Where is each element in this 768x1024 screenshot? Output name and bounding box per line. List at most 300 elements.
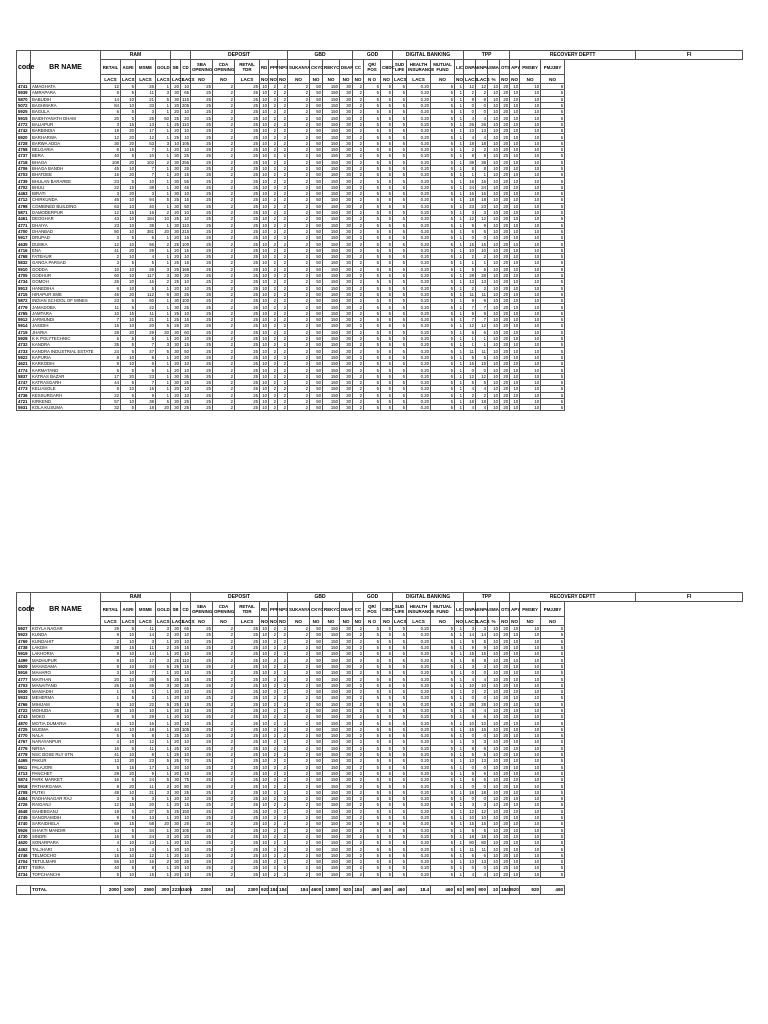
value-cell: 10	[156, 216, 171, 222]
column-header: SUD LIFE	[393, 60, 407, 75]
value-cell: 1	[455, 266, 464, 272]
value-cell: 5	[101, 764, 121, 770]
value-cell: 1	[455, 361, 464, 367]
value-cell: 2	[278, 777, 288, 783]
value-cell: 1	[455, 644, 464, 650]
value-cell: 5	[364, 235, 381, 241]
value-cell: 5	[393, 852, 407, 858]
value-cell: 5	[431, 96, 455, 102]
value-cell: 2	[353, 846, 364, 852]
value-cell: 5	[364, 676, 381, 682]
unit-header: LACS	[235, 617, 260, 626]
value-cell: 5	[393, 626, 407, 632]
value-cell: 2	[353, 279, 364, 285]
value-cell: 10	[520, 663, 541, 669]
value-cell: 10	[260, 676, 269, 682]
value-cell: 10	[510, 84, 520, 90]
value-cell: 1	[455, 670, 464, 676]
value-cell: 10	[520, 751, 541, 757]
header-units-row	[17, 617, 743, 626]
value-cell: 30	[340, 398, 353, 404]
value-cell: 15	[121, 310, 136, 316]
value-cell: 15	[181, 260, 191, 266]
value-cell: 5	[431, 140, 455, 146]
value-cell: 5	[541, 726, 565, 732]
value-cell: 205	[182, 103, 190, 109]
value-cell: 2	[213, 802, 235, 808]
value-cell: 10	[520, 770, 541, 776]
value-cell: 5	[541, 197, 565, 203]
value-cell: 30	[340, 247, 353, 253]
value-cell: 0.20	[407, 695, 431, 701]
value-cell: 25	[191, 354, 213, 360]
unit-header: N O	[364, 617, 381, 626]
branch-name-cell: PARK MARKET	[31, 777, 101, 783]
value-cell: 2	[476, 285, 488, 291]
value-cell: 5	[393, 714, 407, 720]
value-cell: 20	[500, 102, 510, 108]
value-cell: 10	[510, 802, 520, 808]
value-cell: 16	[101, 172, 121, 178]
value-cell: 10	[520, 128, 541, 134]
branch-name-cell: MAITHAN	[31, 676, 101, 682]
value-cell: 150	[323, 279, 340, 285]
value-cell: 10	[510, 644, 520, 650]
value-cell: 150	[323, 764, 340, 770]
unit-header: NO	[279, 618, 286, 624]
value-cell: 1	[476, 172, 488, 178]
value-cell: 2	[353, 228, 364, 234]
branch-name-cell: SARAIDHELA	[31, 821, 101, 827]
value-cell: 10	[510, 159, 520, 165]
value-cell: 10	[510, 323, 520, 329]
value-cell: 10	[510, 153, 520, 159]
value-cell: 5	[431, 84, 455, 90]
value-cell: 5	[431, 739, 455, 745]
value-cell: 0	[464, 695, 476, 701]
value-cell: 5	[431, 348, 455, 354]
value-cell: 20	[500, 342, 510, 348]
value-cell: 5	[431, 361, 455, 367]
value-cell: 2	[269, 222, 278, 228]
value-cell: 0.20	[407, 235, 431, 241]
value-cell: 5	[381, 316, 393, 322]
value-cell: 2	[269, 165, 278, 171]
branch-code-cell: 5915	[17, 115, 31, 121]
value-cell: 20	[181, 323, 191, 329]
value-cell: 8	[464, 745, 476, 751]
value-cell: 2	[213, 254, 235, 260]
value-cell: 1	[455, 392, 464, 398]
value-cell: 10	[181, 865, 191, 871]
value-cell: 5	[431, 682, 455, 688]
value-cell: 10	[510, 115, 520, 121]
value-cell: 1	[156, 354, 171, 360]
value-cell: 20	[500, 657, 510, 663]
value-cell: 25	[235, 184, 260, 190]
value-cell: 10	[260, 247, 269, 253]
value-cell: 0.20	[407, 335, 431, 341]
value-cell: 30	[340, 663, 353, 669]
value-cell: 5	[364, 638, 381, 644]
value-cell: 5	[381, 789, 393, 795]
value-cell: 20	[500, 796, 510, 802]
value-cell: 6	[136, 361, 156, 367]
value-cell: 25	[181, 682, 191, 688]
value-cell: 0.20	[407, 386, 431, 392]
value-cell: 20	[500, 291, 510, 297]
value-cell: 5	[393, 310, 407, 316]
value-cell: 2	[156, 159, 171, 165]
value-cell: 20	[121, 758, 136, 764]
value-cell: 10	[488, 222, 500, 228]
value-cell: 20	[500, 745, 510, 751]
value-cell: 5	[393, 247, 407, 253]
value-cell: 20	[500, 260, 510, 266]
value-cell: 20	[500, 392, 510, 398]
value-cell: 30	[340, 342, 353, 348]
value-cell: 10	[510, 405, 520, 411]
value-cell: 2	[213, 695, 235, 701]
value-cell: 5	[431, 235, 455, 241]
value-cell: 50	[310, 354, 323, 360]
value-cell: 1	[455, 203, 464, 209]
value-cell: 38	[136, 398, 156, 404]
column-header: PMJJBY	[541, 60, 565, 75]
value-cell: 25	[171, 758, 181, 764]
value-cell: 20	[500, 682, 510, 688]
value-cell: 10	[121, 676, 136, 682]
value-cell: 20	[500, 178, 510, 184]
value-cell: 5	[541, 827, 565, 833]
column-header: CDA OPENING	[213, 602, 235, 617]
branch-name-cell: FATEHUR	[31, 254, 101, 260]
value-cell: 5	[364, 216, 381, 222]
value-cell: 5	[381, 733, 393, 739]
branch-name-cell: KELIASOLE	[31, 386, 101, 392]
value-cell: 10	[121, 386, 136, 392]
column-header: PMSBY	[520, 602, 541, 617]
value-cell: 1	[455, 304, 464, 310]
value-cell: 50	[310, 316, 323, 322]
column-header: SMA	[488, 602, 500, 617]
value-cell: 5	[393, 821, 407, 827]
value-cell: 10	[260, 777, 269, 783]
value-cell: 5	[464, 266, 476, 272]
value-cell: 10	[488, 858, 500, 864]
value-cell: 10	[510, 140, 520, 146]
value-cell: 25	[235, 197, 260, 203]
value-cell: 10	[520, 310, 541, 316]
value-cell: 0.20	[407, 266, 431, 272]
value-cell: 5	[431, 701, 455, 707]
value-cell: 1	[136, 688, 156, 694]
value-cell: 1	[455, 751, 464, 757]
value-cell: 30	[340, 115, 353, 121]
value-cell: 2	[278, 134, 288, 140]
value-cell: 20	[171, 846, 181, 852]
value-cell: 5	[364, 405, 381, 411]
value-cell: 10	[520, 670, 541, 676]
value-cell: 50	[310, 367, 323, 373]
value-cell: 5	[393, 153, 407, 159]
branch-code-cell: 5870	[17, 96, 31, 102]
branch-code-cell: 5933	[17, 695, 31, 701]
value-cell: 5	[393, 203, 407, 209]
value-cell: 5	[541, 814, 565, 820]
value-cell: 30	[340, 279, 353, 285]
value-cell: 2	[353, 688, 364, 694]
value-cell: 10	[260, 354, 269, 360]
value-cell: 30	[340, 178, 353, 184]
value-cell: 5	[381, 726, 393, 732]
value-cell: 10	[260, 216, 269, 222]
value-cell: 2	[353, 354, 364, 360]
value-cell: 11	[136, 745, 156, 751]
value-cell: 20	[500, 846, 510, 852]
value-cell: 2	[278, 783, 288, 789]
value-cell: 6	[476, 852, 488, 858]
total-cell: 1000	[121, 885, 136, 894]
value-cell: 2	[288, 329, 310, 335]
value-cell: 2	[288, 291, 310, 297]
value-cell: 2	[288, 398, 310, 404]
branch-name-cell: KARMATAND	[31, 367, 101, 373]
value-cell: 5	[364, 720, 381, 726]
value-cell: 1	[455, 146, 464, 152]
value-cell: 10	[520, 115, 541, 121]
value-cell: 25	[191, 329, 213, 335]
value-cell: 50	[156, 115, 171, 121]
value-cell: 5	[431, 291, 455, 297]
value-cell: 15	[136, 386, 156, 392]
value-cell: 2	[269, 84, 278, 90]
value-cell: 2	[213, 789, 235, 795]
value-cell: 25	[235, 109, 260, 115]
value-cell: 3	[476, 626, 488, 632]
value-cell: 10	[488, 184, 500, 190]
value-cell: 50	[310, 146, 323, 152]
value-cell: 1	[455, 379, 464, 385]
value-cell: 5	[541, 209, 565, 215]
value-cell: 2	[278, 84, 288, 90]
value-cell: 5	[431, 279, 455, 285]
value-cell: 30	[340, 386, 353, 392]
value-cell: 16	[476, 191, 488, 197]
value-cell: 30	[340, 84, 353, 90]
value-cell: 2	[213, 733, 235, 739]
value-cell: 50	[310, 739, 323, 745]
value-cell: 5	[364, 146, 381, 152]
value-cell: 25	[235, 405, 260, 411]
value-cell: 30	[340, 796, 353, 802]
value-cell: 0.20	[407, 663, 431, 669]
unit-header: NO	[288, 617, 310, 626]
value-cell: 2	[278, 172, 288, 178]
value-cell: 25	[191, 134, 213, 140]
value-cell: 25	[235, 379, 260, 385]
value-cell: 10	[488, 833, 500, 839]
value-cell: 50	[310, 745, 323, 751]
value-cell: 2	[213, 291, 235, 297]
value-cell: 2	[213, 405, 235, 411]
branch-name-cell: MAHADAMA	[31, 663, 101, 669]
value-cell: 2	[269, 764, 278, 770]
value-cell: 10	[510, 840, 520, 846]
value-cell: 10	[260, 682, 269, 688]
value-cell: 10	[510, 191, 520, 197]
value-cell: 0.20	[407, 216, 431, 222]
value-cell: 2	[278, 159, 288, 165]
column-header: HEALTH INSURANCE	[407, 60, 431, 75]
value-cell: 3	[464, 739, 476, 745]
value-cell: 2	[156, 209, 171, 215]
value-cell: 1	[455, 235, 464, 241]
value-cell: 3	[464, 626, 476, 632]
value-cell: 2	[353, 814, 364, 820]
value-cell: 5	[393, 373, 407, 379]
value-cell: 10	[488, 165, 500, 171]
value-cell: 10	[510, 172, 520, 178]
value-cell: 25	[235, 764, 260, 770]
value-cell: 3	[476, 209, 488, 215]
value-cell: 5	[393, 115, 407, 121]
value-cell: 2	[288, 159, 310, 165]
value-cell: 0.20	[407, 379, 431, 385]
column-header: MSME	[136, 60, 156, 75]
value-cell: 20	[500, 165, 510, 171]
value-cell: 1	[455, 272, 464, 278]
value-cell: 10	[520, 657, 541, 663]
value-cell: 5	[393, 846, 407, 852]
value-cell: 1	[101, 695, 121, 701]
value-cell: 10	[488, 764, 500, 770]
value-cell: 10	[260, 802, 269, 808]
value-cell: 150	[323, 682, 340, 688]
value-cell: 5	[364, 197, 381, 203]
value-cell: 5	[541, 285, 565, 291]
value-cell: 25	[235, 335, 260, 341]
branch-code-cell: 5927	[17, 626, 31, 632]
value-cell: 25	[235, 285, 260, 291]
column-header: SUKANYA	[288, 602, 310, 617]
total-cell: 920	[261, 887, 269, 893]
value-cell: 15	[476, 651, 488, 657]
value-cell: 150	[323, 191, 340, 197]
value-cell: 3	[136, 191, 156, 197]
value-cell: 10	[101, 310, 121, 316]
value-cell: 15	[181, 644, 191, 650]
value-cell: 2	[278, 821, 288, 827]
value-cell: 1	[455, 871, 464, 877]
unit-header: NO	[191, 617, 213, 626]
value-cell: 2	[353, 695, 364, 701]
unit-header: LACS	[157, 76, 170, 82]
value-cell: 2	[353, 676, 364, 682]
value-cell: 12	[101, 209, 121, 215]
column-header: MUTUAL FUND	[431, 602, 455, 617]
value-cell: 5	[381, 758, 393, 764]
value-cell: 2	[269, 348, 278, 354]
value-cell: 1	[156, 739, 171, 745]
value-cell: 28	[476, 272, 488, 278]
value-cell: 2	[213, 342, 235, 348]
value-cell: 2	[353, 323, 364, 329]
value-cell: 10	[510, 266, 520, 272]
value-cell: 2	[213, 865, 235, 871]
branch-code-cell: 4741	[17, 84, 31, 90]
value-cell: 5	[541, 323, 565, 329]
branch-name-cell: RAIGANJ	[31, 802, 101, 808]
value-cell: 5	[381, 695, 393, 701]
value-cell: 20	[101, 115, 121, 121]
value-cell: 10	[520, 335, 541, 341]
value-cell: 5	[381, 865, 393, 871]
value-cell: 10	[520, 222, 541, 228]
value-cell: 20	[500, 814, 510, 820]
value-cell: 10	[510, 821, 520, 827]
value-cell: 20	[171, 726, 181, 732]
unit-header: NO	[456, 76, 463, 82]
value-cell: 25	[235, 651, 260, 657]
value-cell: 25	[191, 871, 213, 877]
value-cell: 5	[541, 871, 565, 877]
value-cell: 15	[181, 663, 191, 669]
value-cell: 10	[488, 354, 500, 360]
value-cell: 0.20	[407, 260, 431, 266]
value-cell: 30	[340, 96, 353, 102]
value-cell: 1	[455, 770, 464, 776]
value-cell: 0.20	[407, 802, 431, 808]
value-cell: 150	[323, 197, 340, 203]
value-cell: 1	[156, 871, 171, 877]
value-cell: 5	[121, 808, 136, 814]
value-cell: 25	[171, 745, 181, 751]
value-cell: 2	[278, 657, 288, 663]
value-cell: 30	[340, 348, 353, 354]
value-cell: 10	[488, 777, 500, 783]
value-cell: 215	[182, 228, 190, 234]
value-cell: 2	[278, 222, 288, 228]
branch-name-cell: JAMADOBA	[31, 304, 101, 310]
value-cell: 30	[340, 858, 353, 864]
value-cell: 5	[364, 758, 381, 764]
value-cell: 3	[156, 266, 171, 272]
branch-code-cell: 4708	[17, 789, 31, 795]
value-cell: 1	[156, 298, 171, 304]
value-cell: 5	[381, 379, 393, 385]
value-cell: 10	[520, 783, 541, 789]
value-cell: 5	[381, 688, 393, 694]
value-cell: 25	[235, 209, 260, 215]
branch-name-cell: JASIDIH	[31, 323, 101, 329]
value-cell: 150	[323, 379, 340, 385]
value-cell: 1	[156, 254, 171, 260]
value-cell: 30	[340, 228, 353, 234]
value-cell: 1	[455, 342, 464, 348]
value-cell: 0.20	[407, 203, 431, 209]
value-cell: 2	[278, 146, 288, 152]
value-cell: 5	[136, 335, 156, 341]
value-cell: 25	[181, 821, 191, 827]
value-cell: 2	[353, 260, 364, 266]
value-cell: 10	[520, 632, 541, 638]
value-cell: 2	[213, 279, 235, 285]
value-cell: 2	[269, 789, 278, 795]
value-cell: 1	[156, 865, 171, 871]
value-cell: 15	[101, 745, 121, 751]
value-cell: 15	[181, 802, 191, 808]
